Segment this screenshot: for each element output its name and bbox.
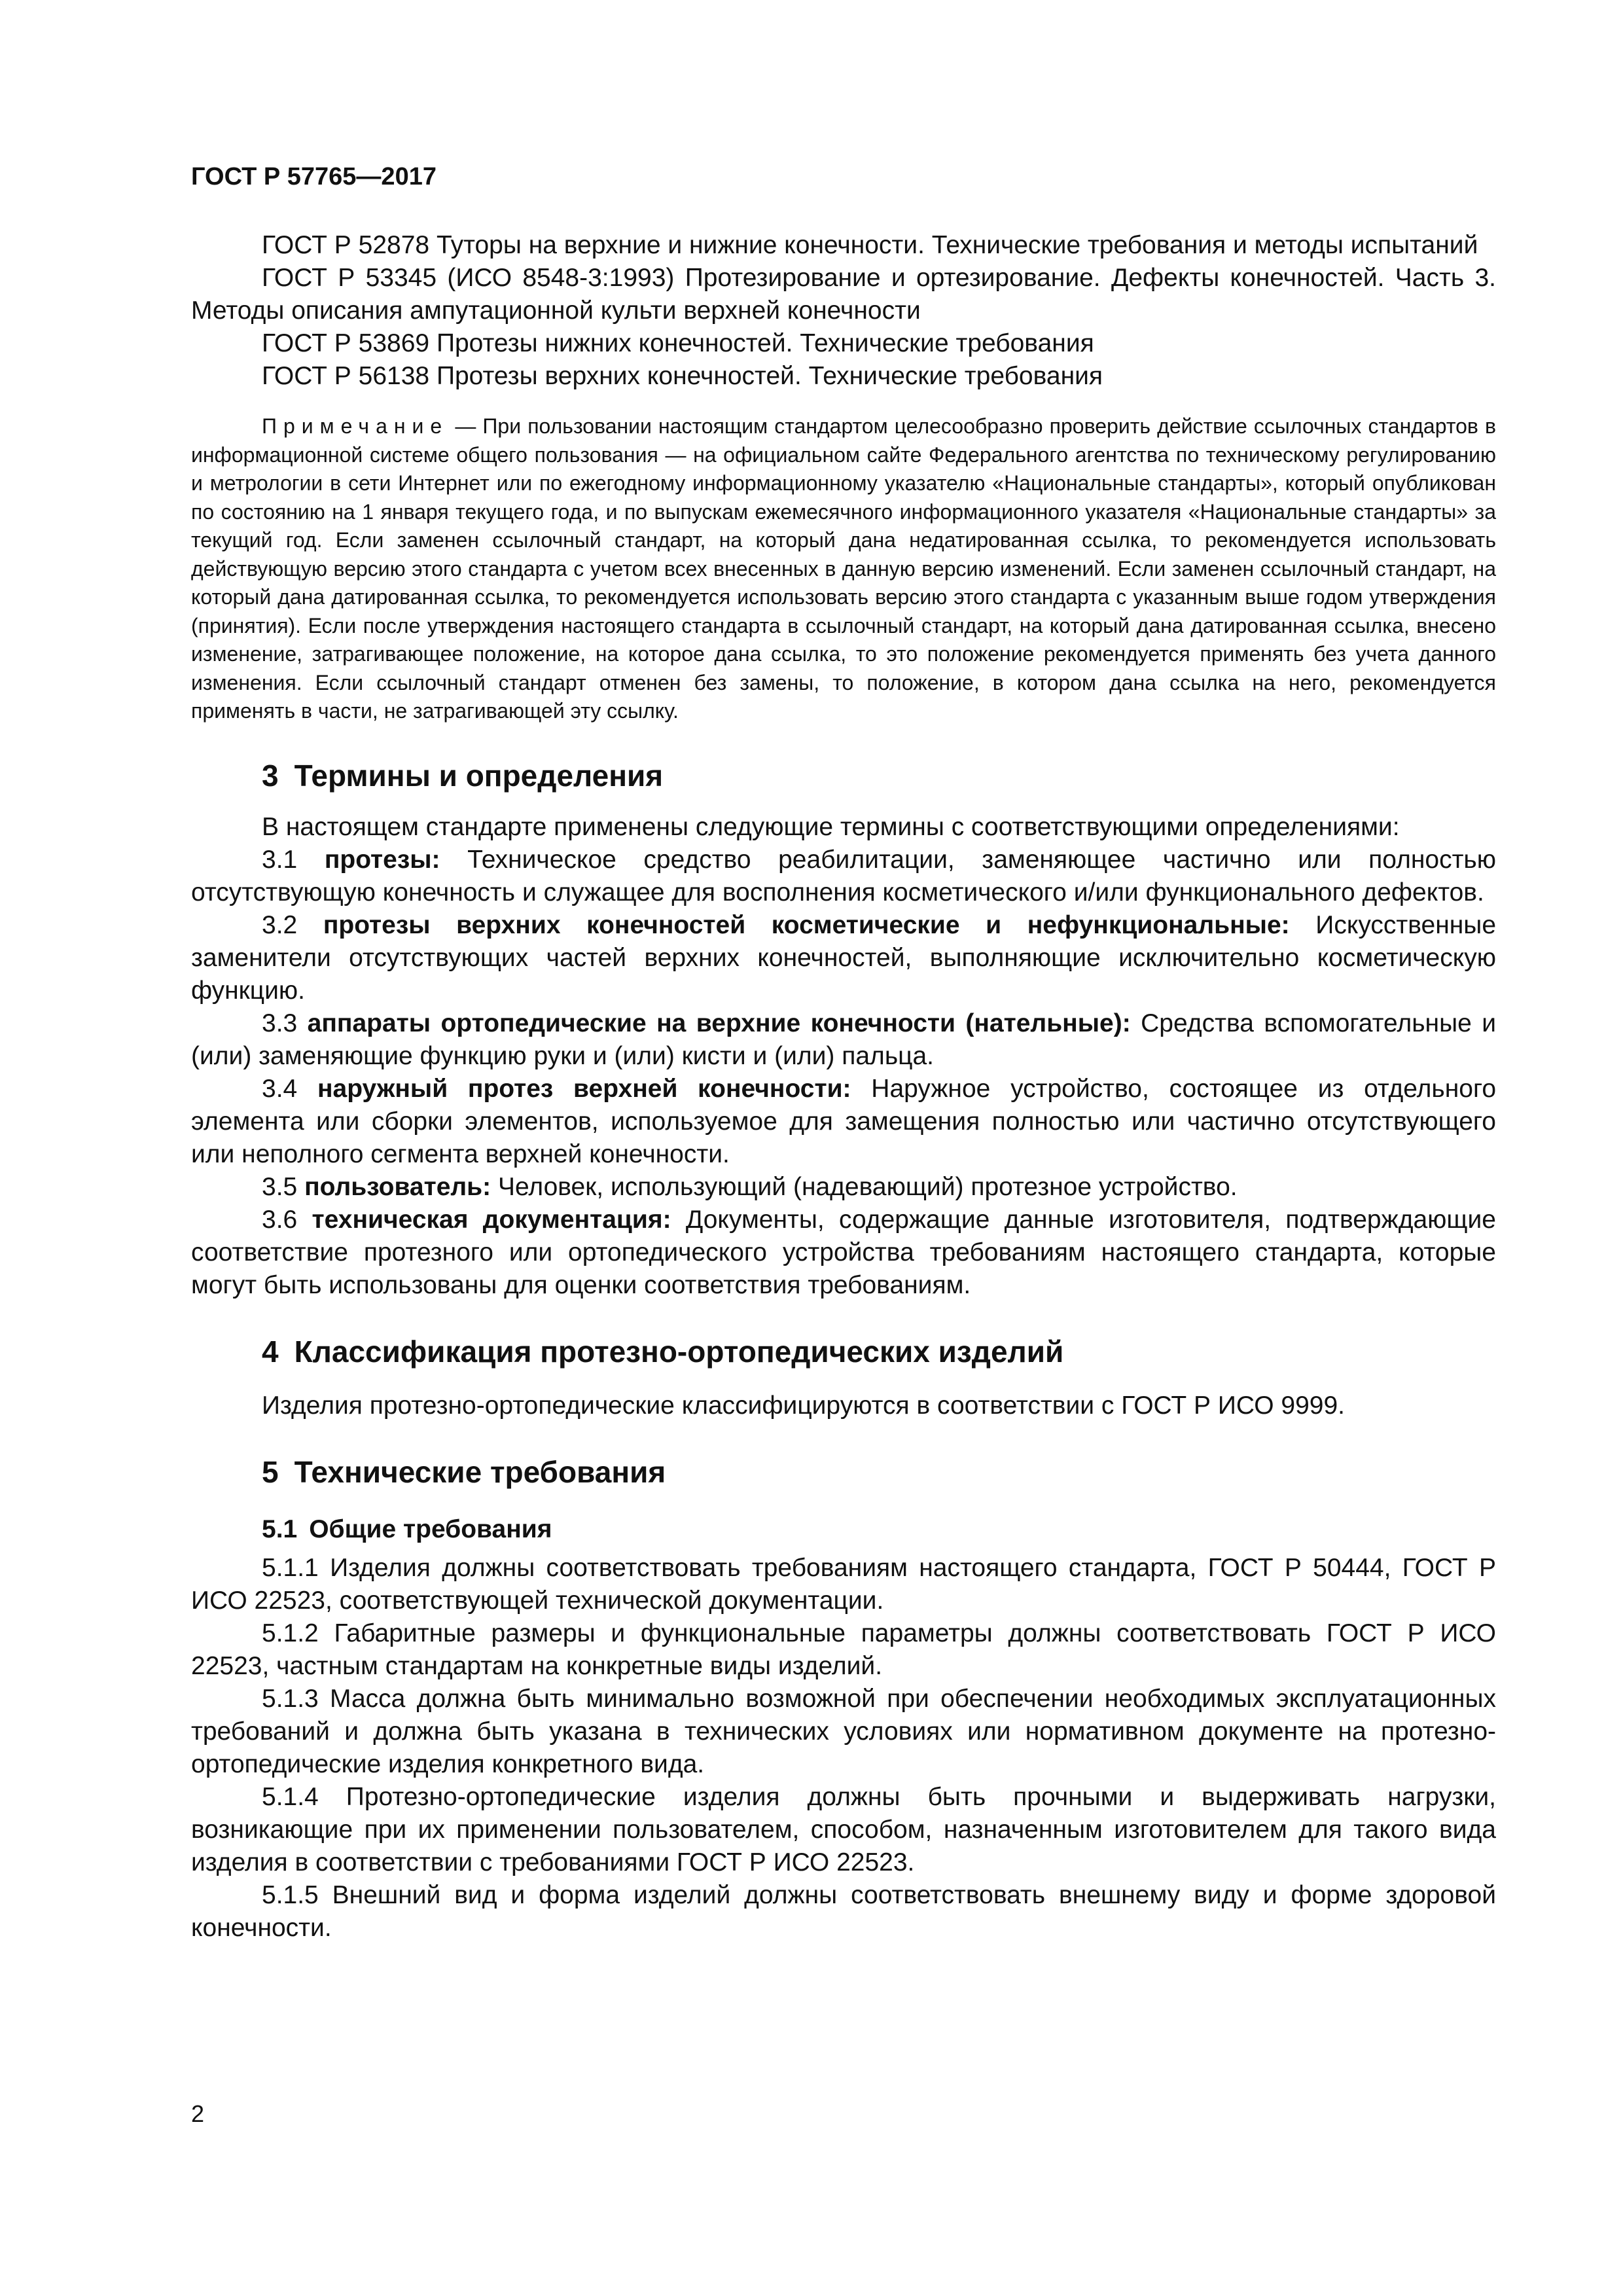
section-number: 4 (262, 1334, 279, 1369)
section-text: Изделия протезно-ортопедические классифицируются в соответствии с ГОСТ Р ИСО 9999. (262, 1391, 1346, 1420)
term-definition: Средства вспомогательные и (или) заменяющие функцию руки и (или) кисти и (или) пальца. (191, 1009, 1497, 1070)
term-name: протезы верхних конечностей косметические и нефункциональные: (323, 910, 1290, 939)
term-name: техническая документация: (312, 1205, 671, 1234)
term-number: 3.4 (262, 1074, 298, 1103)
section-number: 5 (262, 1454, 279, 1489)
reference-entry (191, 229, 1496, 262)
term-name: пользователь: (304, 1172, 491, 1201)
term-entry (191, 909, 1496, 1007)
page-content (191, 229, 1496, 1945)
section-title: Технические требования (294, 1454, 666, 1489)
reference-code: ГОСТ Р 53869 (262, 329, 430, 357)
requirement-item (191, 1617, 1496, 1683)
subsection-number: 5.1 (262, 1515, 298, 1543)
term-entry (191, 1204, 1496, 1302)
requirement-number: 5.1.2 (262, 1619, 319, 1647)
requirement-number: 5.1.4 (262, 1782, 319, 1811)
term-entry (191, 1007, 1496, 1073)
term-entry (191, 1171, 1496, 1204)
reference-code: ГОСТ Р 56138 (262, 362, 430, 390)
term-entry (191, 844, 1496, 909)
term-definition: Техническое средство реабилитации, заменяющее частично или полностью отсутствующую конечность и служащее для восполнения косметического и/или функционального дефектов. (191, 845, 1496, 906)
section-title: Термины и определения (294, 758, 664, 793)
reference-title: Протезы верхних конечностей. Технические требования (436, 362, 1103, 390)
reference-title: Протезирование и ортезирование. Дефекты конечностей. Часть 3. Методы описания ампутационной культи верхней конечности (191, 264, 1496, 325)
subsection-heading (191, 1513, 1496, 1547)
note-text: — При пользовании настоящим стандартом целесообразно проверить действие ссылочных стандартов в информационной системе общего пользования — на официальном сайте Федерального агентства по техническому регулированию и метрологии в сети Интернет или по ежегодному информационному указателю «Национальные стандарты», который опубликован по состоянию на 1 января текущего года, и по выпускам ежемесячного информационного указателя «Национальные стандарты» за текущий год. Если заменен ссылочный стандарт, на который дана недатированная ссылка, то рекомендуется использовать действующую версию этого стандарта с учетом всех внесенных в данную версию изменений. Если заменен ссылочный стандарт, на который дана датированная ссылка, то рекомендуется использовать версию этого стандарта с указанным выше годом утверждения (принятия). Если после утверждения настоящего стандарта в ссылочный стандарт, на который дана датированная ссылка, внесено изменение, затрагивающее положение, на которое дана ссылка, то это положение рекомендуется применять без учета данного изменения. Если ссылочный стандарт отменен без замены, то положение, в котором дана ссылка на него, рекомендуется применять в части, не затрагивающей эту ссылку. (191, 414, 1497, 723)
note-block (191, 412, 1496, 726)
term-number: 3.6 (262, 1205, 298, 1234)
term-number: 3.2 (262, 910, 298, 939)
reference-entry (191, 360, 1496, 393)
requirement-text: Габаритные размеры и функциональные параметры должны соответствовать ГОСТ Р ИСО 22523, частным стандартам на конкретные виды изделий. (191, 1619, 1496, 1680)
requirement-text: Масса должна быть минимально возможной при обеспечении необходимых эксплуатационных требований и должна быть указана в технических условиях или нормативном документе на протезно-ортопедические изделия конкретного вида. (191, 1684, 1496, 1778)
note-paragraph (191, 412, 1496, 726)
requirement-item (191, 1683, 1496, 1781)
term-definition: Человек, использующий (надевающий) протезное устройство. (497, 1172, 1238, 1201)
section-title: Классификация протезно-ортопедических изделий (294, 1334, 1064, 1369)
term-definition: Документы, содержащие данные изготовителя, подтверждающие соответствие протезного или ортопедического устройства требованиям настоящего стандарта, которые могут быть использованы для оценки соответствия требованиям. (191, 1205, 1496, 1299)
reference-entry (191, 262, 1496, 327)
reference-code: ГОСТ Р 53345 (ИСО 8548-3:1993) (262, 264, 675, 292)
term-number: 3.1 (262, 845, 298, 874)
note-label: Примечание (262, 414, 449, 438)
section-number: 3 (262, 758, 279, 793)
requirement-item (191, 1879, 1496, 1945)
section-heading (191, 1451, 1496, 1493)
page-number: 2 (191, 2100, 205, 2127)
requirement-number: 5.1.1 (262, 1553, 319, 1582)
section-intro: В настоящем стандарте применены следующие термины с соответствующими определениями: (262, 812, 1400, 841)
document-header: ГОСТ Р 57765—2017 (191, 163, 437, 190)
requirement-number: 5.1.3 (262, 1684, 319, 1713)
requirement-item (191, 1781, 1496, 1879)
requirement-text: Внешний вид и форма изделий должны соответствовать внешнему виду и форме здоровой конечности. (191, 1880, 1496, 1942)
requirement-number: 5.1.5 (262, 1880, 319, 1909)
term-name: протезы: (324, 845, 440, 874)
term-definition: Наружное устройство, состоящее из отдельного элемента или сборки элементов, используемое для замещения полностью или частично отсутствующего или неполного сегмента верхней конечности. (191, 1074, 1497, 1168)
section-heading (191, 1331, 1496, 1372)
subsection-title: Общие требования (309, 1515, 552, 1543)
reference-title: Туторы на верхние и нижние конечности. Технические требования и методы испытаний (436, 231, 1478, 259)
term-number: 3.3 (262, 1009, 298, 1037)
reference-title: Протезы нижних конечностей. Технические требования (436, 329, 1094, 357)
reference-entry (191, 327, 1496, 360)
reference-code: ГОСТ Р 52878 (262, 231, 430, 259)
requirement-text: Протезно-ортопедические изделия должны быть прочными и выдерживать нагрузки, возникающие при их применении пользователем, способом, назначенным изготовителем для такого вида изделия в соответствии с требованиями ГОСТ Р ИСО 22523. (191, 1782, 1496, 1876)
term-number: 3.5 (262, 1172, 298, 1201)
term-name: аппараты ортопедические на верхние конечности (нательные): (307, 1009, 1131, 1037)
requirement-text: Изделия должны соответствовать требованиям настоящего стандарта, ГОСТ Р 50444, ГОСТ Р ИСО 22523, соответствующей технической документации. (191, 1553, 1497, 1615)
section-heading (191, 755, 1496, 797)
requirement-item (191, 1552, 1496, 1617)
term-name: наружный протез верхней конечности: (317, 1074, 851, 1103)
term-definition: Искусственные заменители отсутствующих частей верхних конечностей, выполняющие исключительно косметическую функцию. (191, 910, 1497, 1005)
term-entry (191, 1073, 1496, 1171)
